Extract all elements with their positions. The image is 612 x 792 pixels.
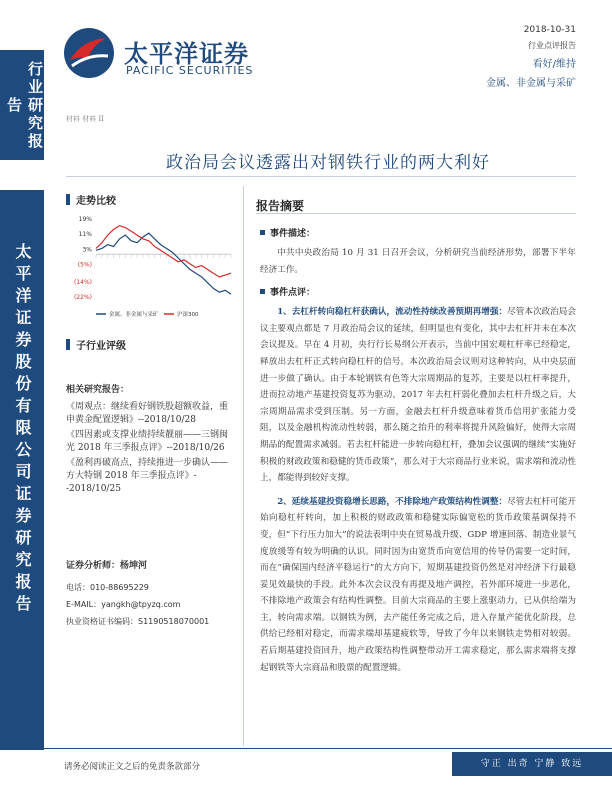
legend-label: 沪深300 — [177, 312, 199, 318]
paragraph-2-body: 尽管去杠杆可能开始向稳杠杆转向，加上积极的财政政策和稳健实际偏宽松的货币政策基调保持不变，但“下行压力加大”的说法表明中央在贸易战升级、GDP 增速回落、制造业景气度放缓等有较为明确的认识。同时因为由宽货币向宽信用的传导仍需要一定时间，而在“确保国内经济平稳运行”的大方向下，短期基建投资仍然是对冲经济下行最稳妥见效最快的手段。此外本次会议没有再提及地产调控，若外部环境进一步恶化，不排除地产政策会有结构性调整。目前大宗商品的主要上涨驱动力，已从供给端为主，转向需求端。以钢铁为例，去产能任务完成之后，进入存量产能优化阶段，总供给已经相对稳定，而需求端却基建疲软等，导致了今年以来钢铁走势相对较弱。若后期基建投资回升，地产政策结构性调整带动开工需求稳定，那么需求端将支撑起钢铁等大宗商品和股票的配置逻辑。 — [260, 496, 576, 673]
sector-label: 金属、非金属与采矿 — [486, 78, 576, 89]
related-reports — [66, 384, 234, 498]
section-marker-icon — [66, 339, 70, 350]
sidebar-company-label: 太平洋证券股份有限公司证券研究报告 — [13, 243, 32, 617]
related-report-item[interactable]: 《周观点：继续看好钢铁股超额收益，重申黄金配置逻辑》--2018/10/28 — [66, 402, 229, 425]
paragraph-1-lead: 1、去杠杆转向稳杠杆获确认，流动性持续改善预期再增强： — [277, 307, 508, 318]
title-divider — [66, 176, 576, 177]
y-tick-label: 3% — [82, 246, 92, 254]
series-line-1 — [96, 233, 231, 294]
y-tick-label: 11% — [78, 231, 92, 239]
bullet-square-icon — [260, 230, 265, 235]
analyst-heading: 证券分析师：杨坤河 — [66, 561, 148, 571]
event-heading — [260, 226, 576, 239]
sub-industry-rating-label: 子行业评级 — [76, 341, 126, 352]
summary-title: 报告摘要 — [256, 199, 305, 213]
trend-heading-label: 走势比较 — [76, 196, 116, 207]
page-title: 政治局会议透露出对钢铁行业的两大利好 — [166, 153, 490, 173]
report-type: 行业点评报告 — [528, 41, 576, 50]
event-heading-label: 事件描述： — [270, 229, 316, 239]
report-date: 2018-10-31 — [523, 25, 576, 35]
analyst-info — [66, 558, 234, 630]
y-tick-label: (5%) — [77, 261, 92, 269]
summary-divider — [256, 213, 576, 214]
breadcrumb: 材料 材料 II — [66, 115, 104, 123]
trend-chart-svg — [66, 210, 236, 326]
comment-paragraph-1 — [260, 304, 576, 487]
summary-body — [260, 220, 576, 676]
series-line-2 — [96, 226, 231, 277]
logo-english-name: PACIFIC SECURITIES — [126, 64, 254, 77]
analyst-email[interactable]: E-MAIL：yangkh@tpyzq.com — [66, 600, 181, 609]
rating-badge: 看好/维持 — [532, 59, 576, 70]
footer-slogan: 守正 出奇 宁静 致远 — [452, 752, 612, 776]
analyst-license: 执业资格证书编码：S1190518070001 — [66, 617, 210, 626]
comment-heading — [260, 285, 576, 298]
report-meta — [486, 25, 576, 89]
related-reports-heading: 相关研究报告： — [66, 385, 130, 395]
column-divider — [243, 186, 244, 746]
y-tick-label: 19% — [78, 216, 92, 223]
event-description: 中共中央政治局 10 月 31 日召开会议，分析研究当前经济形势，部署下半年经济工作。 — [260, 248, 576, 275]
left-sidebar — [0, 0, 44, 792]
comment-heading-label: 事件点评： — [270, 288, 316, 299]
related-report-item[interactable]: 《四因素或支撑业绩持续靓丽——三钢闽光 2018 年三季报点评》--2018/10/26 — [66, 430, 229, 453]
logo-chinese-name: 太平洋证券 — [124, 40, 249, 68]
analyst-phone: 电话：010-88695229 — [66, 583, 149, 592]
trend-chart — [66, 210, 236, 326]
bullet-square-icon — [260, 289, 265, 294]
paragraph-1-body: 尽管本次政治局会议主要观点都是 7 月政治局会议的延续，但明显也有变化，其中去杠杆并未在本次会议提及。早在 4 月初，央行行长易纲公开表示，当前中国宏观杠杆率已经稳定，释放出去杠杆正式转向稳杠杆的信号。本次政治局会议则对这种转向，从中央层面进一步做了确认。由于本轮钢铁有色等大宗周期品的复苏，主要是以杠杆率提升，进而拉动地产基建投资复苏为驱动，2017 年去杠杆弱化叠加去杠杆升级之后，大宗周期品需求受到压制。另一方面，金融去杠杆升级意味着货币信用扩张能力受阻，以及金融机构流动性转弱，那么随之抬升的利率将提升风险偏好，使得大宗周期品的配置需求减弱。若去杠杆能进一步转向稳杠杆，叠加会议强调的继续“实施好积极的财政政策和稳健的货币政策”，那么对于大宗商品行业来说，需求端和流动性上，都能得到较好支撑。 — [260, 307, 576, 484]
footer-disclaimer: 请务必阅读正文之后的免责条款部分 — [64, 762, 201, 772]
paragraph-2-lead: 2、延续基建投资稳增长思路，不排除地产政策结构性调整： — [277, 496, 508, 507]
trend-heading — [66, 192, 116, 207]
section-marker-icon — [66, 194, 70, 205]
company-logo — [62, 24, 292, 84]
pacific-logo-icon — [62, 26, 116, 80]
y-tick-label: (14%) — [73, 278, 92, 286]
y-tick-label: (22%) — [73, 294, 92, 301]
related-report-item[interactable]: 《盈利再破高点，持续推进一步确认——方大特钢 2018 年三季报点评》--2018/10/25 — [66, 458, 229, 494]
comment-paragraph-2 — [260, 494, 576, 677]
sub-industry-rating-heading — [66, 337, 126, 352]
sidebar-report-category: 行业研究报告 — [5, 61, 44, 151]
footer-divider — [44, 748, 612, 749]
legend-label: 金属、非金属与采矿 — [109, 312, 159, 318]
